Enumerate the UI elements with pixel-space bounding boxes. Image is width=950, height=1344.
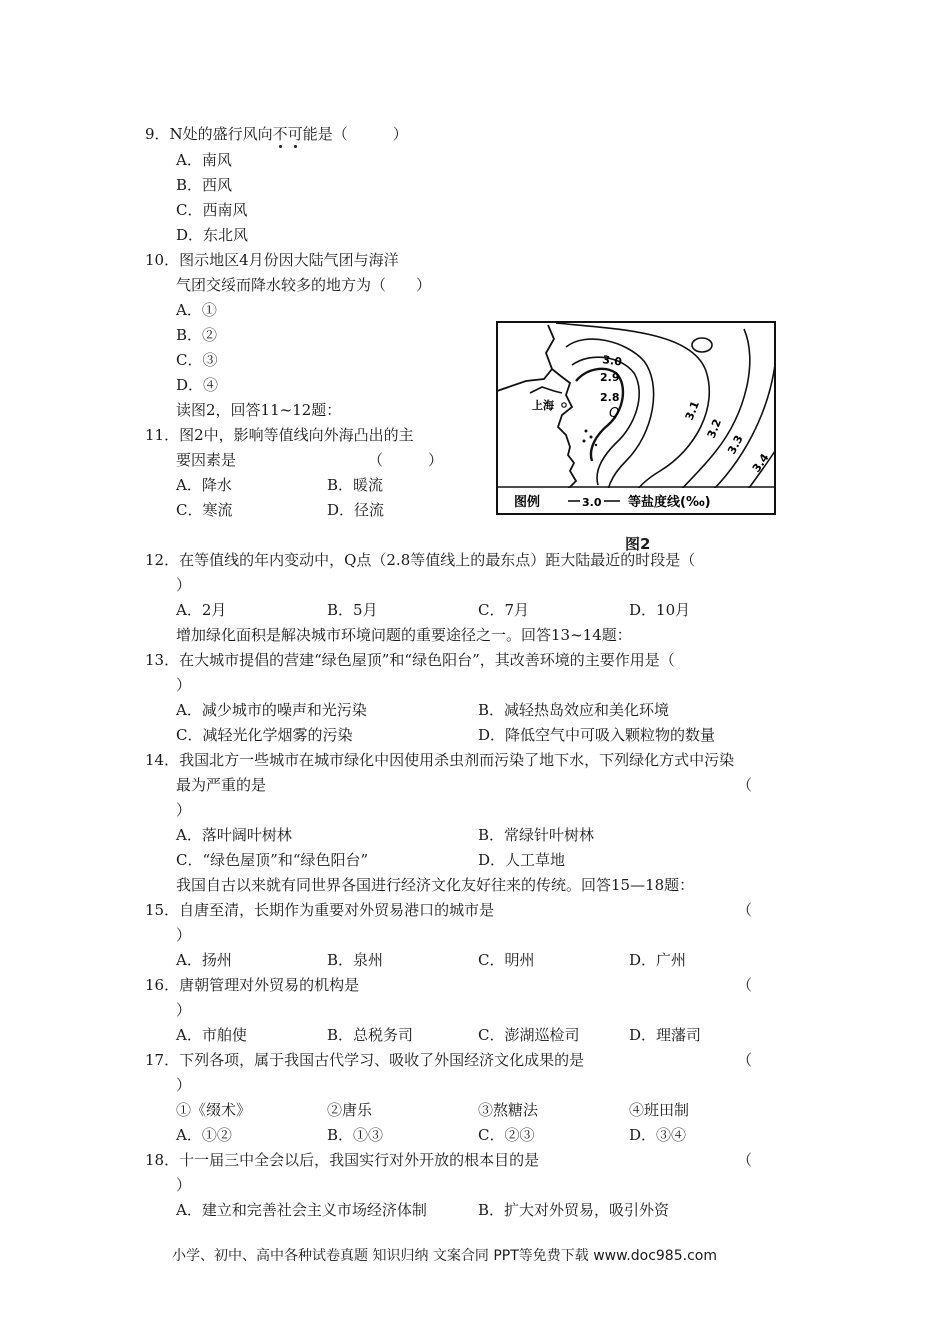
q16-stem: 16．唐朝管理对外贸易的机构是 [145,976,360,994]
q11-stem-line2: 要因素是 [176,451,237,469]
q15-paren-close: ） [176,926,192,944]
q18-stem: 18．十一届三中全会以后，我国实行对外开放的根本目的是 [145,1151,540,1169]
q10-stem-line2: 气团交绥而降水较多的地方为（ ） [176,276,432,294]
q15-option-c: C．明州 [478,951,535,969]
q18-option-b: B．扩大对外贸易，吸引外资 [478,1201,670,1219]
q16-option-d: D．理藩司 [629,1026,702,1044]
q15-stem: 15．自唐至清，长期作为重要对外贸易港口的城市是 [145,901,495,919]
q17-option-b: B．①③ [327,1126,384,1144]
q14-option-a: A．落叶阔叶树林 [176,826,292,844]
q16-option-b: B．总税务司 [327,1026,414,1044]
q11-option-b: B．暖流 [327,476,384,494]
q11-stem-line1: 11．图2中，影响等值线向外海凸出的主 [145,426,414,444]
legend-value: 3.0 [582,496,602,509]
q17-option-a: A．①② [176,1126,232,1144]
q18-paren-close: ） [176,1176,192,1194]
q14-option-d: D．人工草地 [478,851,566,869]
q9-stem [145,124,408,144]
q15-option-a: A．扬州 [176,951,232,969]
q17-stem: 17．下列各项，属于我国古代学习、吸收了外国经济文化成果的是 [145,1051,585,1069]
contour-label-3-0: 3.0 [601,353,623,369]
island [583,440,586,443]
figure-caption: 图2 [625,535,651,553]
q17-item-1: ①《缀术》 [176,1101,252,1119]
q9-stem-pre: 9．N处的盛行风向 [145,125,273,143]
island [585,430,588,433]
contour-label-3-3: 3.3 [725,433,746,457]
q18-option-a: A．建立和完善社会主义市场经济体制 [176,1201,427,1219]
q9-option-a: A．南风 [176,151,232,169]
q12-option-c: C．7月 [478,601,530,619]
q16-option-c: C．澎湖巡检司 [478,1026,580,1044]
q13-stem-line2: ） [176,676,192,694]
q14-stem-line2: 最为严重的是 [176,776,267,794]
q16-option-a: A．市舶使 [176,1026,247,1044]
intro-13-14: 增加绿化面积是解决城市环境问题的重要途径之一。回答13~14题： [176,626,632,644]
map-city-label: 上海 [532,399,554,412]
contour-label-3-4: 3.4 [749,451,772,475]
q18-paren-open: （ [737,1151,753,1169]
q12-option-d: D．10月 [629,601,691,619]
q11-option-c: C．寒流 [176,501,233,519]
q13-option-d: D．降低空气中可吸入颗粒物的数量 [478,726,716,744]
q10-option-a: A．① [176,301,217,319]
intro-15-18: 我国自古以来就有同世界各国进行经济文化友好往来的传统。回答15—18题： [176,876,695,894]
q17-option-d: D．③④ [629,1126,687,1144]
q9-option-d: D．东北风 [176,226,249,244]
salinity-map-figure [496,321,776,515]
q13-option-a: A．减少城市的噪声和光污染 [176,701,367,719]
q9-emphasis-1: 不 [272,125,288,143]
q11-option-a: A．降水 [176,476,232,494]
q12-stem-line2: ） [176,576,192,594]
q12-stem-line1: 12．在等值线的年内变动中，Q点（2.8等值线上的最东点）距大陆最近的时段是（ [145,551,696,569]
q13-stem-line1: 13．在大城市提倡的营建“绿色屋顶”和“绿色阳台”，其改善环境的主要作用是（ [145,651,675,669]
q14-paren-open: （ [737,776,753,794]
q9-stem-post: 能是（ ） [302,125,408,143]
q11-answer-paren: （ ） [368,451,444,469]
q17-option-c: C．②③ [478,1126,535,1144]
q14-paren-close: ） [176,801,192,819]
contour-label-2-9: 2.9 [600,371,620,384]
q17-paren-open: （ [737,1051,753,1069]
q14-option-c: C．“绿色屋顶”和“绿色阳台” [176,851,369,869]
q9-emphasis-2: 可 [287,125,303,143]
legend-prefix: 图例 [514,495,541,510]
intro-11-12: 读图2，回答11~12题： [176,401,342,419]
q15-option-b: B．泉州 [327,951,384,969]
q14-option-b: B．常绿针叶树林 [478,826,595,844]
q14-stem-line1: 14．我国北方一些城市在城市绿化中因使用杀虫剂而污染了地下水，下列绿化方式中污染 [145,751,735,769]
q17-paren-close: ） [176,1076,192,1094]
contour-label-3-1: 3.1 [682,399,703,423]
q10-stem-line1: 10．图示地区4月份因大陆气团与海洋 [145,251,399,269]
q16-paren-open: （ [737,976,753,994]
q9-option-b: B．西风 [176,176,233,194]
q10-option-c: C．③ [176,351,218,369]
legend-text: 等盐度线(‰) [628,495,711,510]
q9-option-c: C．西南风 [176,201,248,219]
q17-item-4: ④班田制 [629,1101,690,1119]
q13-option-b: B．减轻热岛效应和美化环境 [478,701,670,719]
point-q-label: Q [609,406,620,421]
q10-option-d: D．④ [176,376,219,394]
island [590,436,593,439]
q17-item-2: ②唐乐 [327,1101,373,1119]
q12-option-b: B．5月 [327,601,378,619]
contour-label-2-8: 2.8 [600,391,620,404]
q15-option-d: D．广州 [629,951,687,969]
q17-item-3: ③熬糖法 [478,1101,539,1119]
q10-option-b: B．② [176,326,218,344]
q12-option-a: A．2月 [176,601,227,619]
q11-option-d: D．径流 [327,501,385,519]
q13-option-c: C．减轻光化学烟雾的污染 [176,726,353,744]
map-frame [497,322,775,514]
contour-label-3-2: 3.2 [704,417,725,441]
q15-paren-open: （ [737,901,753,919]
q16-paren-close: ） [176,1001,192,1019]
page-footer: 小学、初中、高中各种试卷真题 知识归纳 文案合同 PPT等免费下载 www.doc985.com [172,1248,717,1264]
island [595,444,597,446]
